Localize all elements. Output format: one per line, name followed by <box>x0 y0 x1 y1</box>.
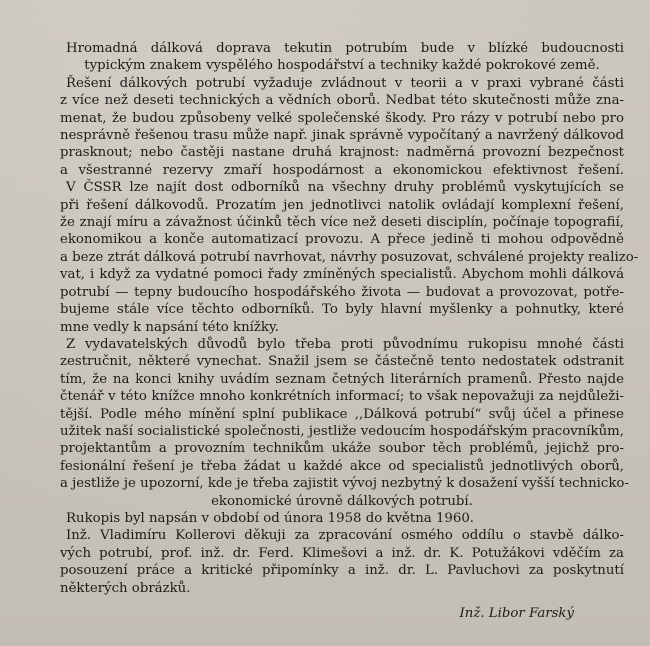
text-line: typickým znakem vyspělého hospodářství a techniky každé pokrokové země. <box>84 58 600 74</box>
text-line: že znají míru a závažnost účinků těch více než deseti disciplín, počínaje topografií, <box>60 215 624 231</box>
author-signature: Inž. Libor Farský <box>459 606 574 621</box>
text-line: a beze ztrát dálková potrubí navrhovat, návrhy posuzovat, schválené projekty realizo- <box>60 249 639 265</box>
text-line: Z vydavatelských důvodů bylo třeba proti původnímu rukopisu mnohé části <box>66 336 624 352</box>
text-line: bujeme stále více těchto odborníků. To byly hlavní myšlenky a pohnutky, které <box>60 302 624 318</box>
text-line: tější. Podle mého mínění splní publikace ,,Dálková potrubí“ svůj účel a přinese <box>60 406 624 422</box>
text-line: zestručnit, některé vynechat. Snažil jsem se částečně tento nedostatek odstranit <box>60 354 624 370</box>
text-line: při řešení dálkovodů. Prozatím jen jednotlivci natolik ovládají komplexní řešení, <box>60 197 624 213</box>
paragraph-5 <box>60 510 624 527</box>
text-line: prasknout; nebo častěji nastane druhá krajnost: nadměrná provozní bezpečnost <box>60 145 624 161</box>
text-line: z více než deseti technických a vědních oborů. Nedbat této skutečnosti může zna- <box>60 93 624 109</box>
paragraph-2 <box>60 75 624 179</box>
text-line: Řešení dálkových potrubí vyžaduje zvládnout v teorii a v praxi vybrané části <box>66 75 624 91</box>
text-line: menat, že budou způsobeny velké společenské škody. Pro rázy v potrubí nebo pro <box>60 110 624 126</box>
text-line: užitek naší socialistické společnosti, jestliže vedoucím hospodářským pracovníkům, <box>60 423 624 439</box>
text-line: čtenář v této knížce mnoho konkrétních informací; to však nepovažuji za nejdůleži- <box>60 389 624 405</box>
text-line: mne vedly k napsání této knížky. <box>60 319 279 335</box>
text-line: a jestliže je upozorní, kde je třeba zajistit vývoj nezbytný k dosažení vyšší technicko- <box>60 476 629 492</box>
text-line: Hromadná dálková doprava tekutin potrubím bude v blízké budoucnosti <box>66 41 624 56</box>
text-line: fesionální řešení je třeba žádat u každé akce od specialistů jednotlivých oborů, <box>60 458 624 474</box>
text-line: potrubí — tepny budoucího hospodářského života — budovat a provozovat, potře- <box>60 284 624 300</box>
text-line: vat, i když za vydatné pomoci řady zmíněných specialistů. Abychom mohli dálková <box>60 267 624 283</box>
text-line: vých potrubí, prof. inž. dr. Ferd. Klimešovi a inž. dr. K. Potužákovi vděčím za <box>60 545 624 561</box>
text-line: tím, že na konci knihy uvádím seznam četných literárních pramenů. Přesto najde <box>60 371 624 387</box>
text-line: ekonomické úrovně dálkových potrubí. <box>211 493 473 509</box>
text-line: Inž. Vladimíru Kollerovi děkuji za zpracování osmého oddílu o stavbě dálko- <box>66 528 624 544</box>
paragraph-6 <box>60 527 624 597</box>
preface-text <box>60 40 639 622</box>
text-line: nesprávně řešenou trasu může např. jinak správně vypočítaný a navržený dálkovod <box>60 128 624 144</box>
paragraph-1 <box>60 40 624 75</box>
paragraph-4 <box>60 336 629 510</box>
text-line: některých obrázků. <box>60 580 191 596</box>
text-line: a všestranné rezervy zmaří hospodárnost a ekonomickou efektivnost řešení. <box>60 162 624 178</box>
text-line: Rukopis byl napsán v období od února 1958 do května 1960. <box>66 510 475 526</box>
text-line: V ČSSR lze najít dost odborníků na všechny druhy problémů vyskytujících se <box>66 180 624 196</box>
text-line: projektantům a provozním technikům ukáže soubor těch problémů, jejichž pro- <box>60 441 624 457</box>
text-line: ekonomikou a konče automatizací provozu. A přece jedině ti mohou odpovědně <box>60 232 624 248</box>
paragraph-3 <box>60 179 639 336</box>
text-line: posouzení práce a kritické připomínky a inž. dr. L. Pavluchovi za poskytnutí <box>60 563 624 579</box>
